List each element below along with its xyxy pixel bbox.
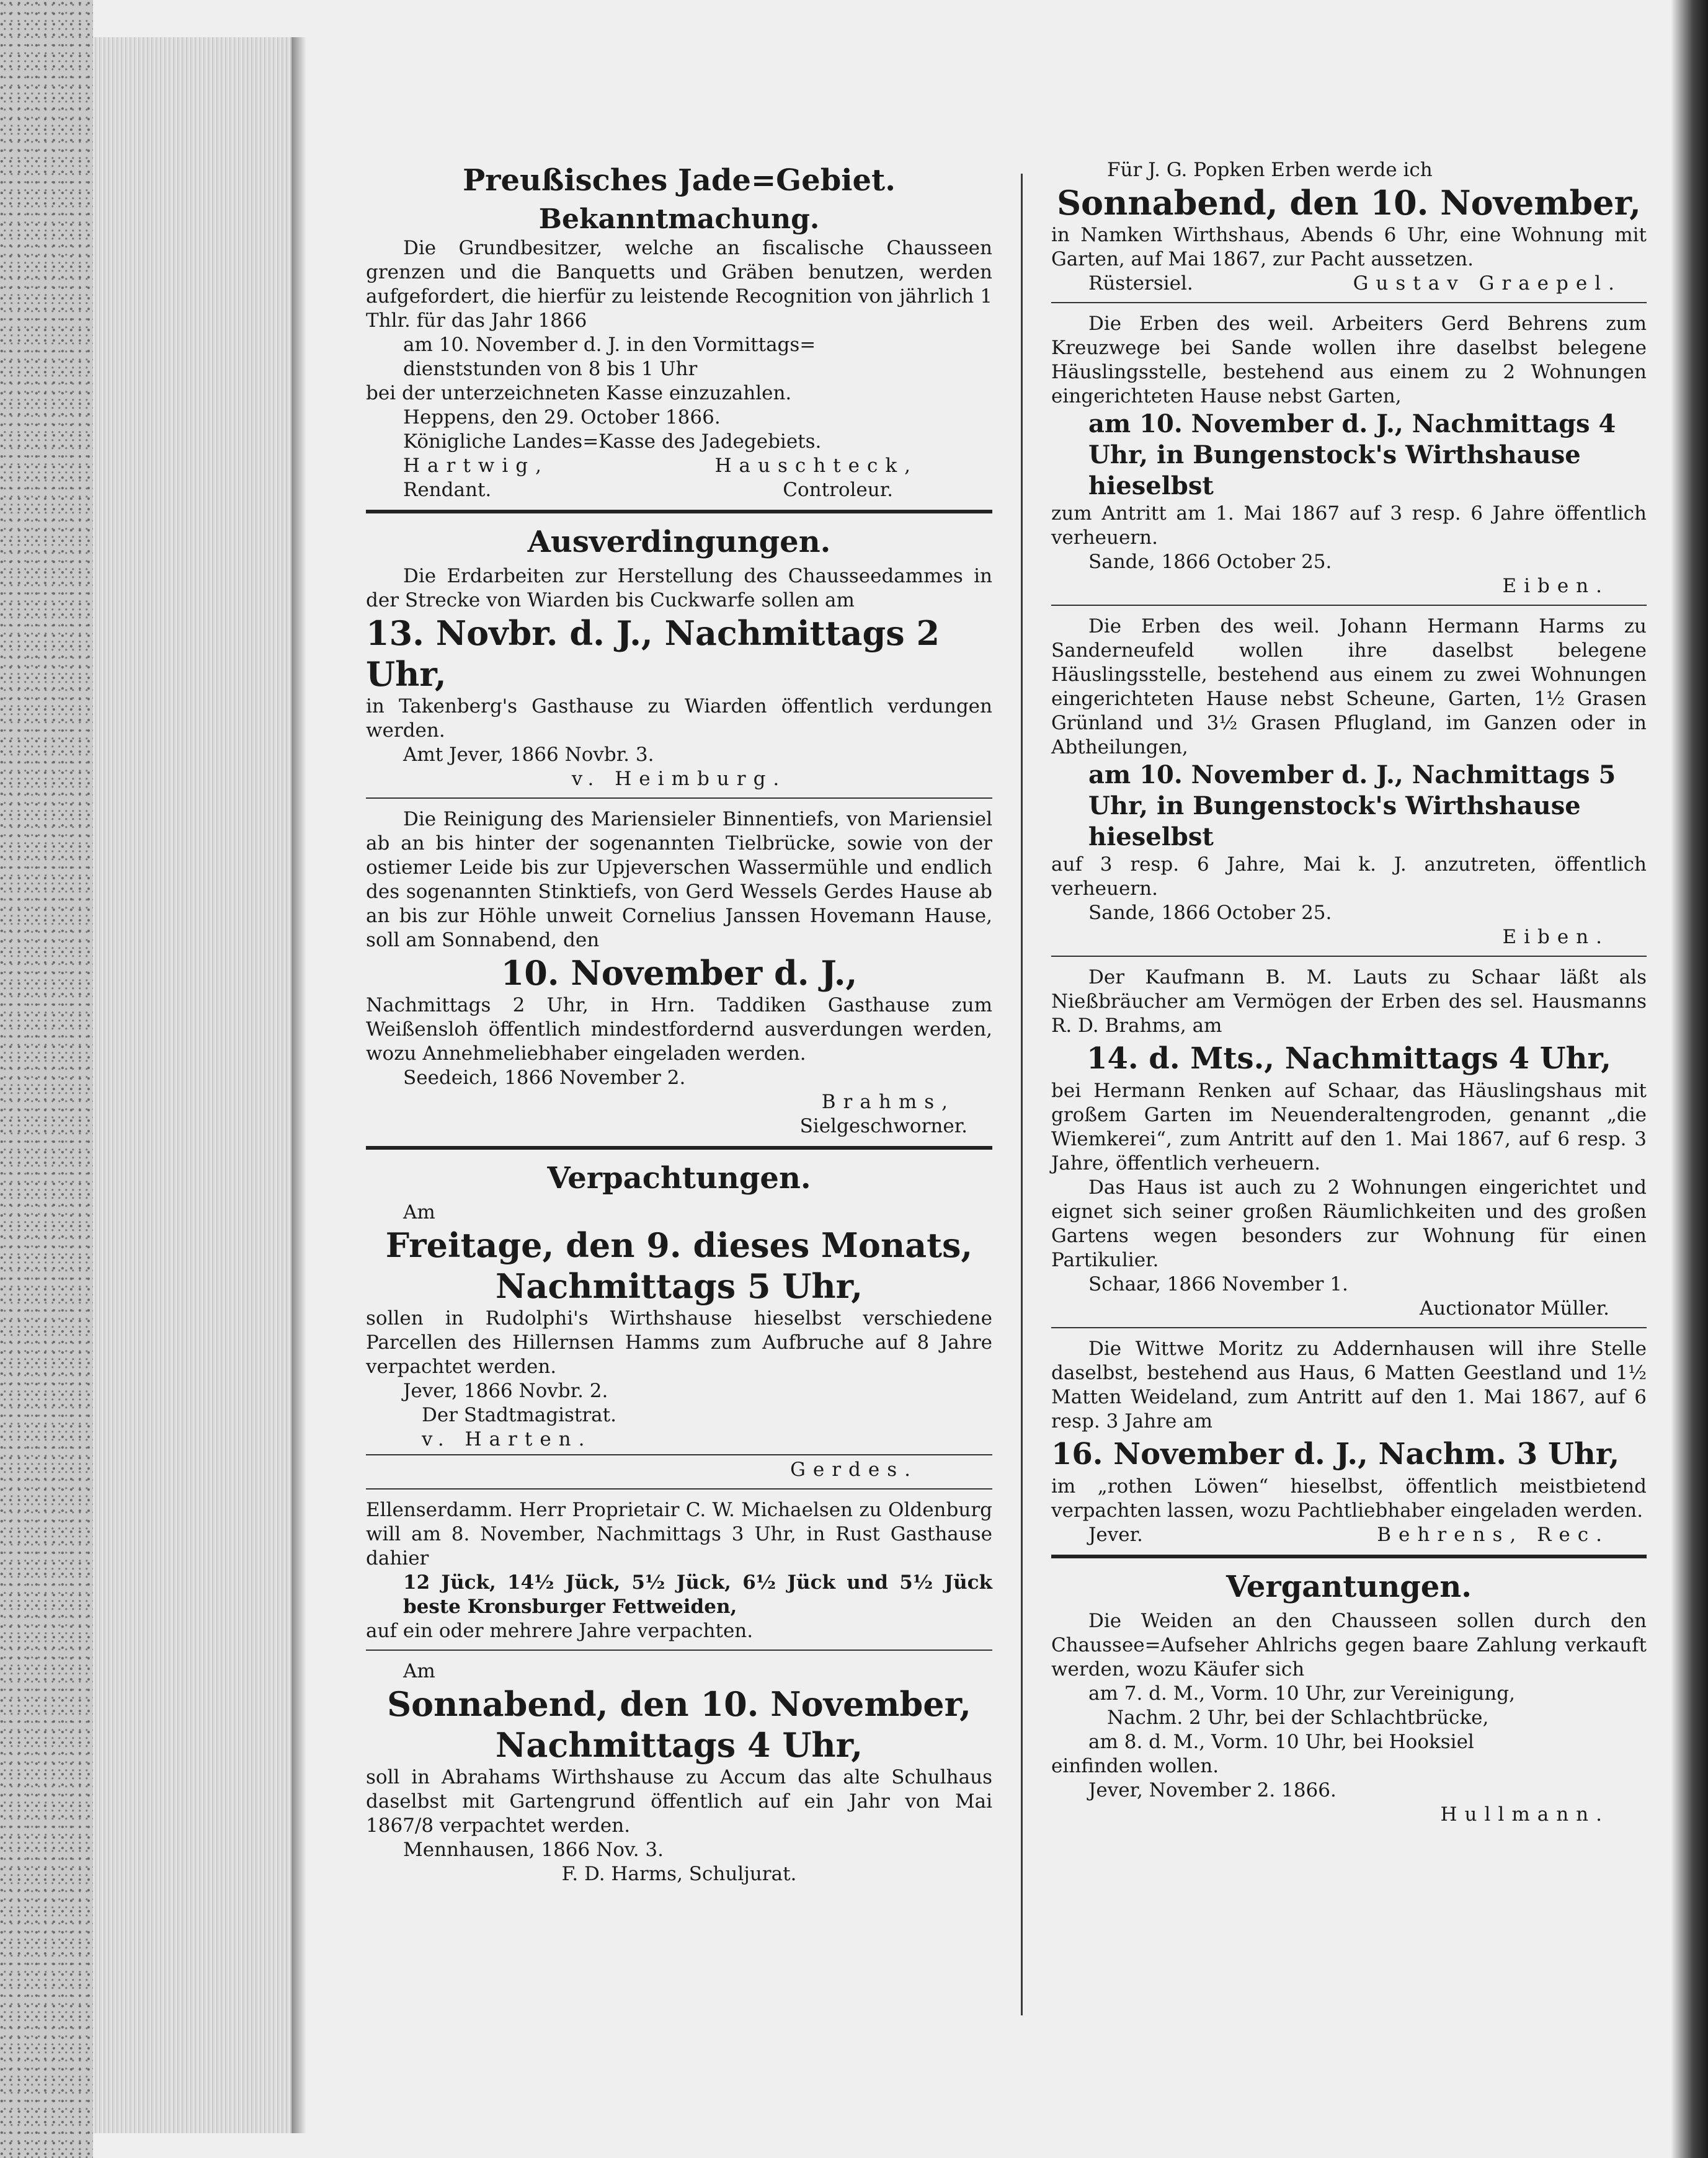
- notice-item: einfinden wollen.: [1051, 1755, 1219, 1777]
- authority: Der Stadtmagistrat.: [422, 1404, 616, 1426]
- notice-verpachtung-3: [366, 1659, 992, 1886]
- notice-body: auf ein oder mehrere Jahre verpachten.: [366, 1620, 754, 1642]
- notice-body: Die Erben des weil. Arbeiters Gerd Behrens zum Kreuzwege bei Sande wollen ihre daselbst belegene Häuslingsstelle, bestehend aus einem zu 2 Wohnungen eingerichteten Hause nebst Garten,: [1051, 313, 1647, 407]
- section-rule: [366, 1146, 992, 1150]
- notice-date-highlight: Freitage, den 9. dieses Monats,: [385, 1225, 973, 1265]
- notice-body: Der Kaufmann B. M. Lauts zu Schaar läßt als Nießbräucher am Vermögen der Erben des sel. Hausmanns R. D. Brahms, am: [1051, 966, 1647, 1037]
- signature: Gustav Graepel.: [1353, 272, 1622, 295]
- notice-rule: [1051, 956, 1647, 957]
- book-edge: [0, 0, 93, 2158]
- signature: v. Harten.: [422, 1428, 592, 1450]
- place: Jever.: [1088, 1524, 1143, 1546]
- right-column: [1051, 158, 1647, 1827]
- notice-body: zum Antritt am 1. Mai 1867 auf 3 resp. 6 Jahre öffentlich verheuern.: [1051, 502, 1647, 549]
- page-right-edge: [1671, 0, 1708, 2158]
- signature: Hauschteck,: [714, 455, 918, 477]
- notice-am: Am: [403, 1201, 435, 1223]
- signature: v. Heimburg.: [571, 768, 787, 790]
- place-date: Schaar, 1866 November 1.: [1088, 1273, 1348, 1295]
- signature: Hartwig,: [403, 455, 549, 477]
- signature: Behrens, Rec.: [1377, 1524, 1609, 1546]
- notice-rule: [1051, 1327, 1647, 1328]
- authority: Königliche Landes=Kasse des Jadegebiets.: [403, 430, 822, 453]
- signature-row: [1051, 272, 1647, 296]
- place-date: Sande, 1866 October 25.: [1088, 902, 1332, 924]
- notice-body: Die Wittwe Moritz zu Addernhausen will ihre Stelle daselbst, bestehend aus Haus, 6 Matten Geestland und 1½ Matten Weideland, zum Antritt auf den 1. Mai 1867, auf 6 resp. 3 Jahre am: [1051, 1338, 1647, 1432]
- notice-body: bei Hermann Renken auf Schaar, das Häuslingshaus mit großem Garten im Neuenderaltengroden, genannt „die Wiemkerei“, zum Antritt auf den 1. Mai 1867, auf 6 resp. 3 Jahre, öffentlich verheuern.: [1051, 1080, 1647, 1174]
- notice-harms: [1051, 615, 1647, 949]
- notice-jade-gebiet: [366, 162, 992, 502]
- place-date: Heppens, den 29. October 1866.: [403, 406, 721, 428]
- notice-date-highlight: 14. d. Mts., Nachmittags 4 Uhr,: [1087, 1041, 1611, 1076]
- signature-title: Sielgeschworner.: [799, 1115, 967, 1137]
- section-heading: Verpachtungen.: [547, 1161, 811, 1196]
- signature: Brahms,: [821, 1091, 955, 1113]
- signature-title: Rendant.: [403, 479, 492, 501]
- place-date: Mennhausen, 1866 Nov. 3.: [403, 1839, 664, 1861]
- page-stack: [93, 37, 291, 2133]
- notice-item: am 8. d. M., Vorm. 10 Uhr, bei Hooksiel: [1088, 1731, 1474, 1753]
- notice-date-highlight: Sonnabend, den 10. November,: [387, 1684, 971, 1724]
- place-date: Sande, 1866 October 25.: [1088, 551, 1332, 573]
- section-rule: [1051, 1555, 1647, 1558]
- signature: Eiben.: [1502, 926, 1609, 948]
- place: Rüstersiel.: [1088, 272, 1193, 295]
- signature-title-row: [366, 478, 992, 502]
- signature-row: [366, 454, 992, 478]
- notice-time-highlight: Nachmittags 5 Uhr,: [495, 1266, 863, 1306]
- notice-date-highlight: 10. November d. J.,: [500, 953, 858, 993]
- notice-body: auf 3 resp. 6 Jahre, Mai k. J. anzutreten, öffentlich verheuern.: [1051, 853, 1647, 900]
- place-date: Jever, November 2. 1866.: [1088, 1779, 1337, 1801]
- notice-ausverdingung-1: [366, 523, 992, 791]
- notice-body: in Namken Wirthshaus, Abends 6 Uhr, eine Wohnung mit Garten, auf Mai 1867, zur Pacht aussetzen.: [1051, 224, 1647, 270]
- notice-body: sollen in Rudolphi's Wirthshause hieselbst verschiedene Parcellen des Hillernsen Hamms zum Aufbruche auf 8 Jahre verpachtet werden.: [366, 1307, 992, 1378]
- section-rule: [366, 510, 992, 513]
- notice-body: Ellenserdamm. Herr Proprietair C. W. Michaelsen zu Oldenburg will am 8. November, Nachmittags 3 Uhr, in Rust Gasthause dahier: [366, 1499, 992, 1570]
- notice-lauts: [1051, 966, 1647, 1321]
- place-date: Jever, 1866 Novbr. 2.: [403, 1380, 608, 1402]
- signature: Eiben.: [1502, 575, 1609, 597]
- notice-body: Die Erben des weil. Johann Hermann Harms zu Sanderneufeld wollen ihre daselbst belegene Häuslingsstelle, bestehend aus einem zu zwei Wohnungen eingerichteten Hause nebst Scheune, Garten, 1½ Grasen Grünland und 3½ Grasen Pflugland, im Ganzen oder in Abtheilungen,: [1051, 615, 1647, 758]
- notice-date-highlight: am 10. November d. J., Nachmittags 5 Uhr, in Bungenstock's Wirthshause hieselbst: [1088, 760, 1616, 851]
- signature: F. D. Harms, Schuljurat.: [561, 1863, 797, 1885]
- notice-date-highlight: Sonnabend, den 10. November,: [1057, 183, 1641, 223]
- signature: Auctionator Müller.: [1419, 1297, 1609, 1320]
- section-heading: Vergantungen.: [1226, 1570, 1472, 1604]
- notice-time-highlight: Nachmittags 4 Uhr,: [495, 1725, 863, 1765]
- notice-date-highlight: am 10. November d. J., Nachmittags 4 Uhr, in Bungenstock's Wirthshause hieselbst: [1088, 409, 1616, 500]
- notice-body: im „rothen Löwen“ hieselbst, öffentlich meistbietend verpachten lassen, wozu Pachtliebhaber eingeladen werden.: [1051, 1475, 1647, 1522]
- notice-verpachtung-1: [366, 1160, 992, 1482]
- section-heading: Ausverdingungen.: [527, 525, 831, 559]
- notice-body: Das Haus ist auch zu 2 Wohnungen eingerichtet und eignet sich seiner großen Räumlichkeiten und des großen Gartens wegen besonders zur Wohnung für einen Partikulier.: [1051, 1176, 1647, 1271]
- notice-rule: [366, 1650, 992, 1651]
- notice-date-highlight: 13. Novbr. d. J., Nachmittags 2 Uhr,: [366, 613, 940, 694]
- notice-list: 12 Jück, 14½ Jück, 5½ Jück, 6½ Jück und 5½ Jück beste Kronsburger Fettweiden,: [403, 1571, 992, 1618]
- notice-line: bei der unterzeichneten Kasse einzuzahlen.: [366, 382, 792, 404]
- notice-body: Die Reinigung des Mariensieler Binnentiefs, von Mariensiel ab an bis hinter der sogenannten Tielbrücke, sowie von der ostiemer Leide bis zur Upjeverschen Wassermühle und endlich des sogenannten Stinktiefs, von Gerd Wessels Gerdes Hause ab an bis zur Höhle unweit Cornelius Janssen Hovemann Hause, soll am Sonnabend, den: [366, 808, 992, 951]
- notice-rule: [366, 1488, 992, 1490]
- signature: Gerdes.: [790, 1459, 918, 1481]
- notice-intro: Für J. G. Popken Erben werde ich: [1107, 159, 1433, 181]
- notice-body: Nachmittags 2 Uhr, in Hrn. Taddiken Gasthause zum Weißensloh öffentlich mindestfordernd ausverdungen werden, wozu Annehmeliebhaber eingeladen werden.: [366, 994, 992, 1065]
- page-gutter-shadow: [291, 37, 306, 2133]
- column-divider: [1021, 174, 1023, 2015]
- notice-moritz: [1051, 1337, 1647, 1547]
- notice-vergantung: [1051, 1568, 1647, 1827]
- place-date: Amt Jever, 1866 Novbr. 3.: [403, 744, 654, 766]
- section-heading: Preußisches Jade=Gebiet.: [463, 163, 896, 198]
- notice-rule: [1051, 302, 1647, 303]
- signature-rule: [366, 1454, 992, 1455]
- notice-body: Die Weiden an den Chausseen sollen durch den Chaussee=Aufseher Ahlrichs gegen baare Zahlung verkauft werden, wozu Käufer sich: [1051, 1610, 1647, 1681]
- notice-item: Nachm. 2 Uhr, bei der Schlachtbrücke,: [1107, 1707, 1489, 1729]
- notice-rule: [1051, 605, 1647, 606]
- left-column: [366, 158, 992, 1886]
- notice-behrens: [1051, 312, 1647, 598]
- notice-verpachtung-2: [366, 1498, 992, 1643]
- signature-row: [1051, 1523, 1647, 1547]
- notice-body: in Takenberg's Gasthause zu Wiarden öffentlich verdungen werden.: [366, 695, 992, 742]
- notice-am: Am: [403, 1660, 435, 1682]
- notice-rule: [366, 797, 992, 799]
- signature: Hullmann.: [1440, 1803, 1609, 1826]
- notice-date-highlight: 16. November d. J., Nachm. 3 Uhr,: [1051, 1437, 1620, 1472]
- notice-subheading: Bekanntmachung.: [538, 203, 820, 235]
- notice-body: Die Grundbesitzer, welche an fiscalische Chausseen grenzen und die Banquetts und Gräben benutzen, werden aufgefordert, die hierfür zu leistende Recognition von jährlich 1 Thlr. für das Jahr 1866: [366, 237, 992, 332]
- signature-title: Controleur.: [783, 479, 893, 501]
- notice-body: soll in Abrahams Wirthshause zu Accum das alte Schulhaus daselbst mit Gartengrund öffentlich auf ein Jahr von Mai 1867/8 verpachtet werden.: [366, 1766, 992, 1837]
- place-date: Seedeich, 1866 November 2.: [403, 1067, 686, 1089]
- notice-line: dienststunden von 8 bis 1 Uhr: [403, 358, 698, 380]
- notice-popken: [1051, 158, 1647, 296]
- notice-body: Die Erdarbeiten zur Herstellung des Chausseedammes in der Strecke von Wiarden bis Cuckwarfe sollen am: [366, 565, 992, 611]
- notice-ausverdingung-2: [366, 807, 992, 1139]
- notice-item: am 7. d. M., Vorm. 10 Uhr, zur Vereinigung,: [1088, 1682, 1515, 1705]
- notice-line: am 10. November d. J. in den Vormittags=: [403, 334, 816, 356]
